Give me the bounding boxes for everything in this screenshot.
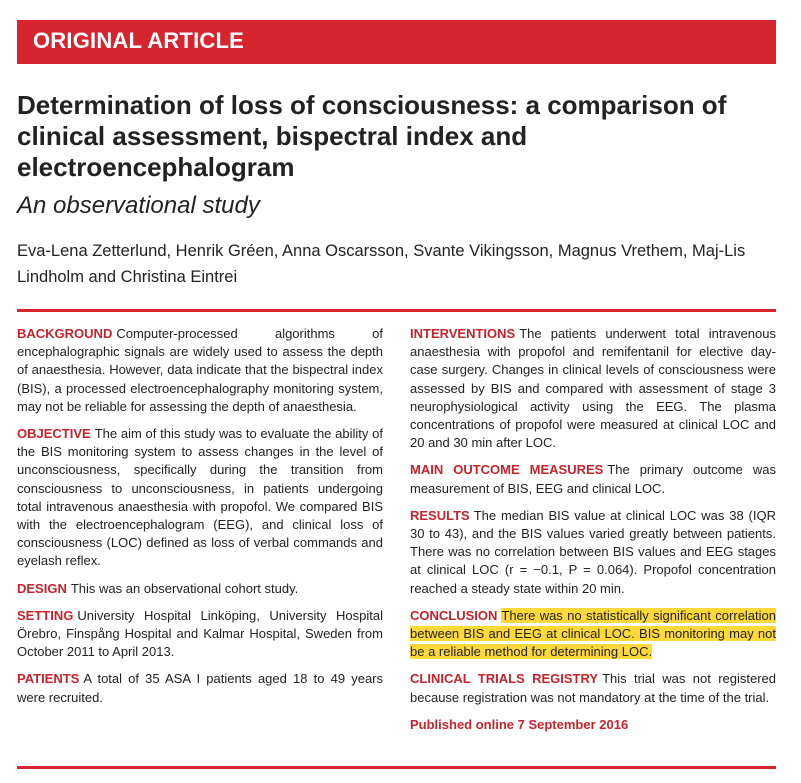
article-subtitle: An observational study (17, 192, 260, 219)
section-heading: CLINICAL TRIALS REGISTRY (410, 671, 599, 687)
article-type-label: ORIGINAL ARTICLE (33, 28, 244, 53)
abstract-registry (410, 670, 776, 706)
section-heading: PATIENTS (17, 671, 80, 687)
abstract-results (410, 507, 776, 598)
section-text: The aim of this study was to evaluate the ability of the BIS monitoring system to assess changes in the level of unconsciousness, specifically during the transition from consciousness to unconsciousness, in patients undergoing total intravenous anaesthesia with propofol. We compared BIS with the electroencephalogram (EEG), and clinical loss of consciousness (LOC) defined as loss of verbal commands and eyelash reflex. (17, 426, 383, 569)
section-text: This trial was not registered because registration was not mandatory at the time of the trial. (410, 671, 777, 705)
section-heading: DESIGN (17, 580, 67, 596)
section-heading: BACKGROUND (17, 326, 113, 341)
section-heading: SETTING (17, 607, 74, 623)
section-heading: OBJECTIVE (17, 426, 91, 442)
abstract-objective (17, 425, 383, 571)
section-text: University Hospital Linköping, University Hospital Örebro, Finspång Hospital and Kalmar Hospital, Sweden from October 2011 to April 2013. (17, 607, 383, 660)
section-text: This was an observational cohort study. (70, 580, 299, 596)
abstract-design (17, 580, 383, 598)
article-title: Determination of loss of consciousness: a comparison of clinical assessment, bispectral index and electroencephalogram (17, 90, 727, 182)
section-heading: RESULTS (410, 507, 470, 523)
section-text: The median BIS value at clinical LOC was 38 (IQR 30 to 43), and the BIS values varied greatly between patients. There was no correlation between BIS values and EEG stages at clinical LOC (r = −0.1, P = 0.064). Propofol concentration reached a steady state within 20 min. (410, 507, 776, 596)
section-text: Computer-processed algorithms of encephalographic signals are widely used to assess the depth of anaesthesia. However, data indicate that the bispectral index (BIS), a processed electroencephalography monitoring system, may not be reliable for assessing the depth of anaesthesia. (17, 326, 383, 414)
abstract-setting (17, 607, 383, 662)
publication-date: Published online 7 September 2016 (410, 716, 629, 732)
abstract-left-column (17, 325, 383, 716)
section-heading: CONCLUSION (410, 607, 498, 623)
bottom-divider (17, 766, 776, 769)
abstract-patients (17, 670, 383, 706)
section-text: The primary outcome was measurement of BIS, EEG and clinical LOC. (410, 462, 776, 496)
abstract-conclusion (410, 607, 776, 662)
section-text: A total of 35 ASA I patients aged 18 to 49 years were recruited. (17, 671, 383, 705)
abstract-background (17, 325, 383, 416)
highlighted-conclusion-text: There was no statistically significant correlation between BIS and EEG at clinical LOC. BIS monitoring may not be a reliable method for determining LOC. (410, 607, 776, 660)
abstract-right-column (410, 325, 776, 734)
article-type-banner (17, 20, 776, 64)
abstract-interventions (410, 325, 776, 452)
section-heading: MAIN OUTCOME MEASURES (410, 462, 604, 478)
section-text: The patients underwent total intravenous anaesthesia with propofol and remifentanil for elective day-case surgery. Changes in clinical levels of consciousness were assessed by BIS and compared with assessment of stage 3 neurophysiological activity using the EEG. The plasma concentrations of propofol were measured at clinical LOC and 20 and 30 min after LOC. (410, 326, 776, 451)
top-divider (17, 309, 776, 312)
abstract-main-outcome (410, 461, 776, 497)
author-list: Eva-Lena Zetterlund, Henrik Gréen, Anna Oscarsson, Svante Vikingsson, Magnus Vrethem, Maj-Lis Lindholm and Christina Eintrei (17, 242, 746, 286)
section-heading: INTERVENTIONS (410, 326, 516, 341)
